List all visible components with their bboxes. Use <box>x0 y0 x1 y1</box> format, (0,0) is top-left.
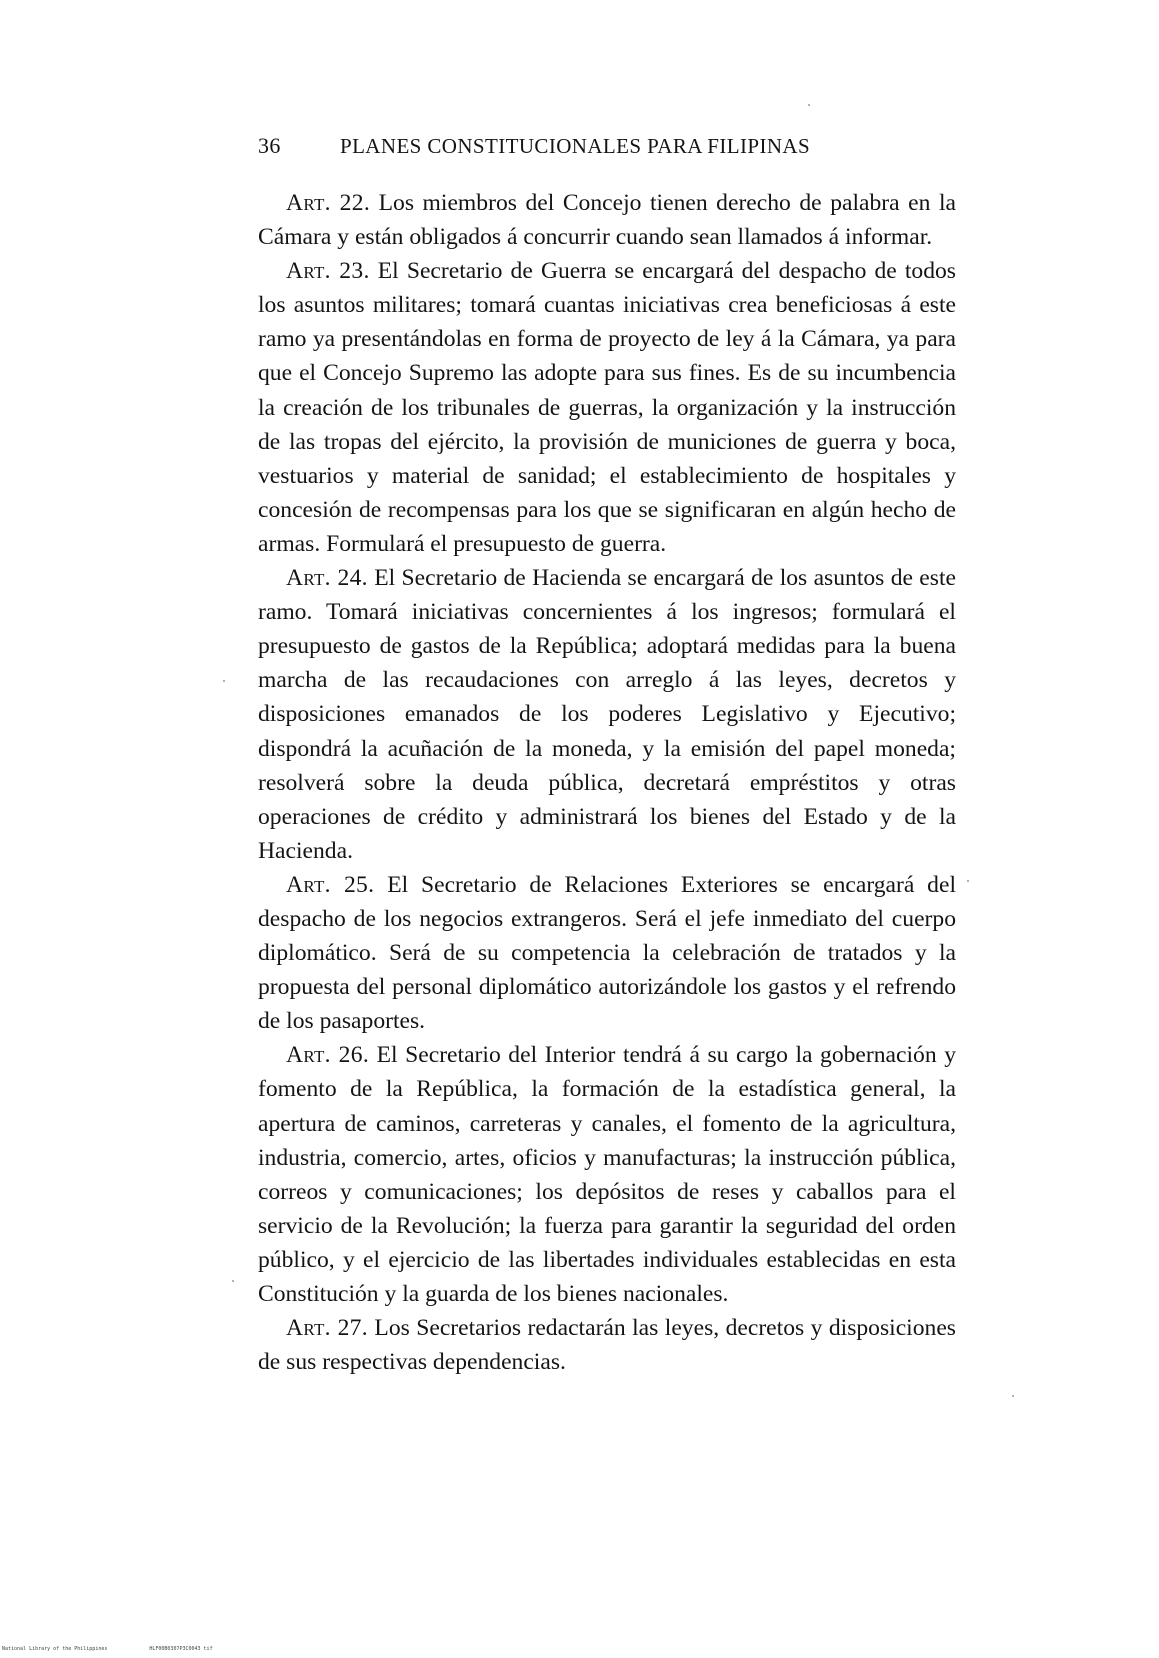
scan-speck <box>1012 1395 1014 1397</box>
article-text: El Secretario del Interior tendrá á su cargo la gobernación y fomento de la República, la formación de la estadística general, la apertura de caminos, carreteras y canales, el fomento de la agricultura, industria, comercio, artes, oficios y manufacturas; la instrucción pública, correos y comunicaciones; los depósitos de reses y caballos para el servicio de la Revolución; la fuerza para garantir la seguridad del orden público, y el ejercicio de las libertades individuales establecidas en esta Constitución y la guarda de los bienes nacionales. <box>258 1042 956 1307</box>
article-label: Art. 24. <box>286 565 368 592</box>
article-22 <box>258 186 956 254</box>
article-text: El Secretario de Relaciones Exteriores se encargará del despacho de los negocios extrangeros. Será el jefe inmediato del cuerpo diplomático. Será de su competencia la celebración de tratados y la propuesta del personal diplomático autorizándole los gastos y el refrendo de los pasaportes. <box>258 871 956 1035</box>
article-26 <box>258 1038 956 1311</box>
article-label: Art. 23. <box>286 258 370 285</box>
body-text <box>258 186 956 1379</box>
article-label: Art. 26. <box>286 1042 370 1069</box>
scan-speck <box>967 880 969 882</box>
article-text: El Secretario de Hacienda se encargará de los asuntos de este ramo. Tomará iniciativas concernientes á los ingresos; formulará el presupuesto de gastos de la República; adoptará medidas para la buena marcha de las recaudaciones con arreglo á las leyes, decretos y disposiciones emanados de los poderes Legislativo y Ejecutivo; dispondrá la acuñación de la moneda, y la emisión del papel moneda; resolverá sobre la deuda pública, decretará empréstitos y otras operaciones de crédito y administrará los bienes del Estado y de la Hacienda. <box>258 565 956 864</box>
article-27 <box>258 1311 956 1379</box>
scan-speck <box>223 680 225 682</box>
footer-library: National Library of the Philippines <box>2 1646 108 1652</box>
page-number: 36 <box>258 133 281 158</box>
article-text: El Secretario de Guerra se encargará del despacho de todos los asuntos militares; tomará cuantas iniciativas crea beneficiosas á este ramo ya presentándolas en forma de proyecto de ley á la Cámara, ya para que el Concejo Supremo las adopte para sus fines. Es de su incumbencia la creación de los tribunales de guerras, la organización y la instrucción de las tropas del ejército, la provisión de municiones de guerra y boca, vestuarios y material de sanidad; el establecimiento de hospitales y concesión de recompensas para los que se significaran en algún hecho de armas. Formulará el presupuesto de guerra. <box>258 258 956 557</box>
article-label: Art. 27. <box>286 1315 368 1342</box>
article-24 <box>258 561 956 868</box>
scan-footer <box>2 1646 213 1652</box>
footer-code: HLF00B0307P3C0043 tif <box>149 1646 213 1652</box>
article-25 <box>258 868 956 1038</box>
article-text: Los miembros del Concejo tienen derecho de palabra en la Cámara y están obligados á concurrir cuando sean llamados á informar. <box>258 190 956 251</box>
scan-speck <box>808 104 810 106</box>
running-title: PLANES CONSTITUCIONALES PARA FILIPINAS <box>340 134 811 158</box>
scan-speck <box>232 1280 234 1282</box>
article-label: Art. 25. <box>286 871 375 898</box>
page-header <box>258 133 918 163</box>
article-text: Los Secretarios redactarán las leyes, decretos y disposiciones de sus respectivas dependencias. <box>258 1315 956 1376</box>
article-23 <box>258 254 956 561</box>
article-label: Art. 22. <box>286 190 371 216</box>
